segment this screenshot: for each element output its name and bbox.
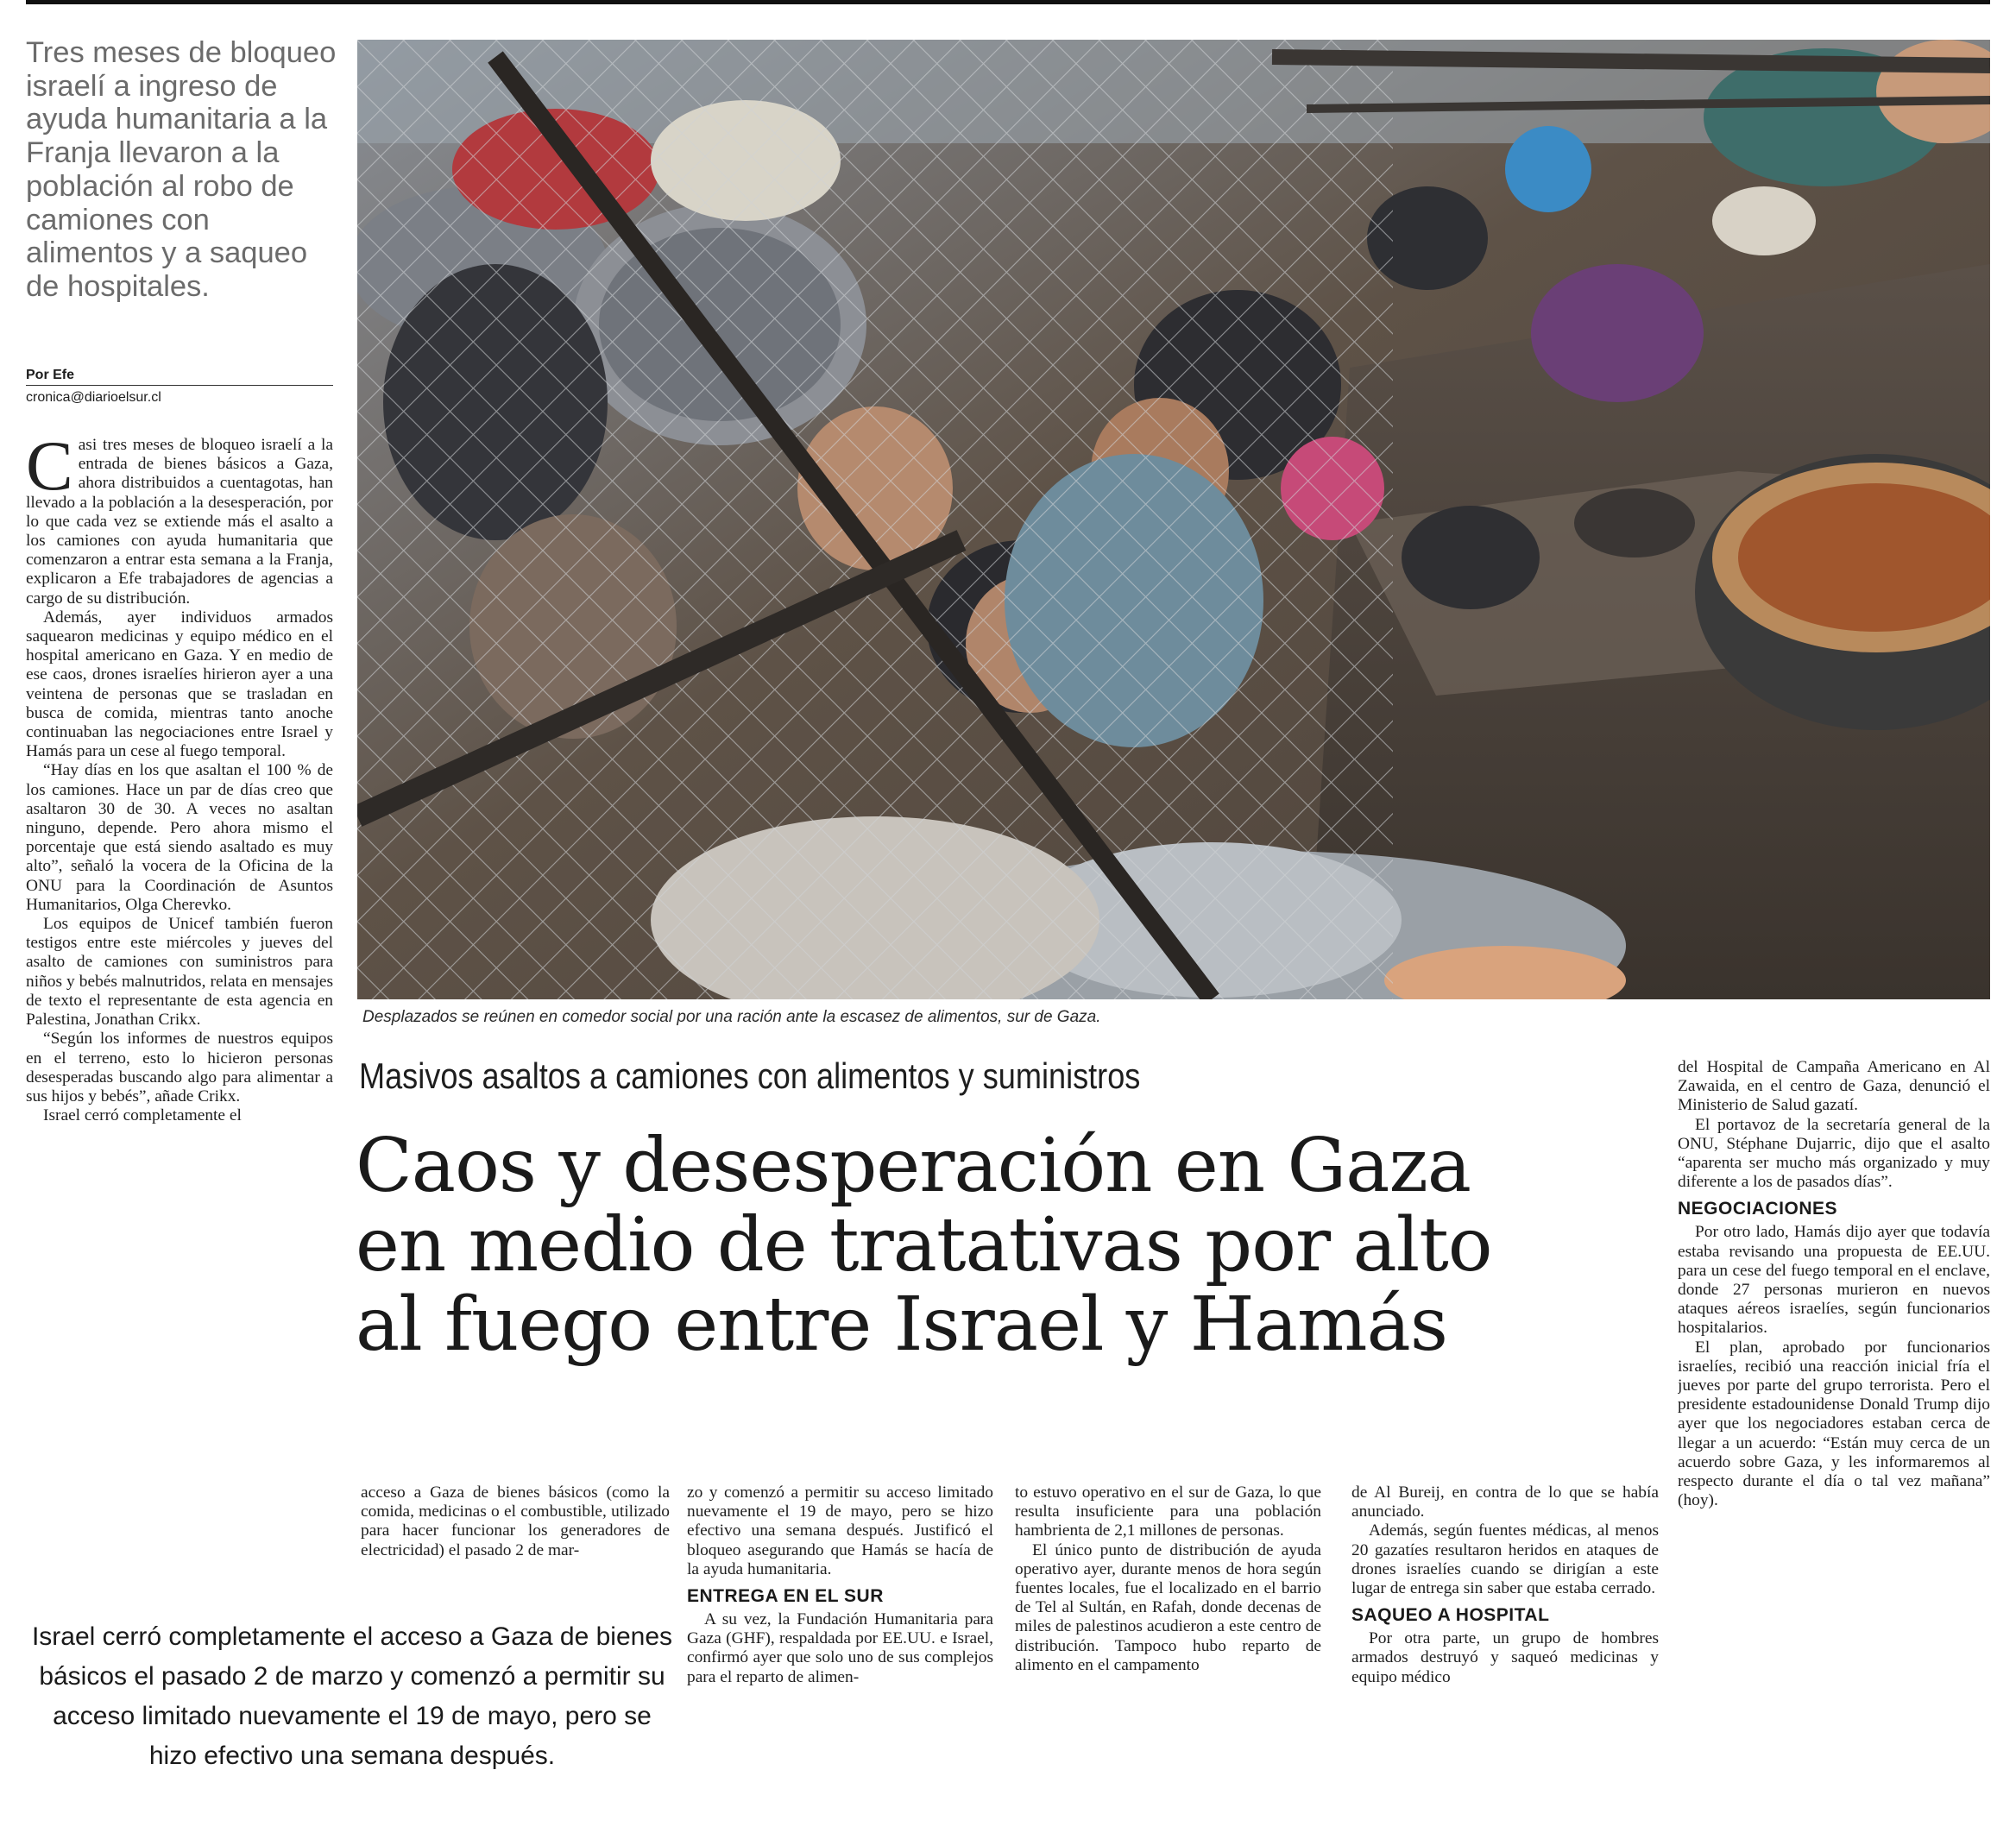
paragraph: acceso a Gaza de bienes básicos (como la comida, medicinas o el combustible, utilizado para hacer funcionar los generadores de electricidad) el pasado 2 de mar- [361, 1483, 670, 1559]
headline-line: al fuego entre Israel y Hamás [356, 1282, 1447, 1368]
article-column-3 [1015, 1483, 1321, 1829]
paragraph: El plan, aprobado por funcionarios israelíes, recibió una reacción inicial fría el jueves por parte del grupo terrorista. Pero el presidente estadounidense Donald Trump dijo ayer que los negociadores estaban cerca de llegar a un acuerdo: “Están muy cerca de un acuerdo sobre Gaza, y les informaremos al respecto durante el día o tal vez mañana” (hoy). [1678, 1338, 1990, 1510]
pull-quote: Israel cerró completamente el acceso a Gaza de bienes básicos el pasado 2 de marzo y comenzó a permitir su acceso limitado nuevamente el 19 de mayo, pero se hizo efectivo una semana después. [31, 1622, 673, 1770]
article-column-2 [687, 1483, 993, 1829]
top-rule [26, 0, 1990, 4]
article-column-5 [1678, 1058, 1990, 1829]
paragraph: Israel cerró completamente el [43, 1106, 242, 1125]
paragraph: Además, según fuentes médicas, al menos 20 gazatíes resultaron heridos en ataques de drones israelíes cuando se dirigían a este lugar de entrega sin saber que estaba cerrado. [1351, 1521, 1659, 1598]
paragraph: de Al Bureij, en contra de lo que se había anunciado. [1351, 1483, 1659, 1521]
byline-email: cronica@diarioelsur.cl [26, 390, 161, 405]
section-subhead: NEGOCIACIONES [1678, 1199, 1838, 1219]
paragraph: El portavoz de la secretaría general de la ONU, Stéphane Dujarric, dijo que el asalto “aparenta ser mucho más organizado y muy diferente a los de pasados días”. [1678, 1115, 1990, 1192]
section-subhead: ENTREGA EN EL SUR [687, 1586, 884, 1607]
paragraph: Por otro lado, Hamás dijo ayer que todavía estaba revisando una propuesta de EE.UU. para un cese del fuego temporal en el enclave, donde 27 personas murieron en nuevos ataques aéreos israelíes, según funcionarios hospitalarios. [1678, 1223, 1990, 1338]
paragraph: “Hay días en los que asaltan el 100 % de los camiones. Hace un par de días creo que asaltaron 30 de 30. A veces no asaltan ninguno, depende. Pero ahora mismo el porcentaje que está siendo asaltado es muy alto”, señaló la vocera de la Oficina de la ONU para la Coordinación de Asuntos Humanitarios, Olga Cherevko. [26, 761, 333, 914]
paragraph: Además, ayer individuos armados saquearon medicinas y equipo médico en el hospital americano en Gaza. Y en medio de ese caos, drones israelíes hirieron ayer a una veintena de personas que se trasladan en busca de comida, mientras tanto anoche continuaban las negociaciones entre Israel y Hamás para un cese al fuego temporal. [26, 608, 333, 761]
paragraph: zo y comenzó a permitir su acceso limitado nuevamente el 19 de mayo, pero se hizo efectivo una semana después. Justificó el bloqueo asegurando que Hamás se hacía de la ayuda humanitaria. [687, 1483, 993, 1578]
byline-author: Por Efe [26, 366, 333, 386]
paragraph: “Según los informes de nuestros equipos en el terreno, esto lo hicieron personas desesperadas buscando algo para alimentar a sus hijos y bebés”, añade Crikx. [26, 1030, 333, 1105]
section-subhead: SAQUEO A HOSPITAL [1351, 1605, 1550, 1626]
drop-cap: C [26, 436, 73, 505]
headline-line: en medio de tratativas por alto [356, 1202, 1492, 1288]
headline-line: Caos y desesperación en Gaza [356, 1123, 1471, 1209]
article-column-4 [1351, 1483, 1659, 1829]
headline [356, 1123, 1676, 1368]
paragraph: to estuvo operativo en el sur de Gaza, lo que resulta insuficiente para una población hambrienta de 2,1 millones de personas. [1015, 1483, 1321, 1540]
news-photo [357, 40, 1990, 999]
paragraph: asi tres meses de bloqueo israelí a la entrada de bienes básicos a Gaza, ahora distribuidos a cuentagotas, han llevado a la población a la desesperación, por lo que cada vez se extiende más el asalto a los camiones con ayuda humanitaria que comenzaron a entrar esta semana a la Franja, explicaron a Efe trabajadores de agencias a cargo de su distribución. [26, 436, 333, 608]
left-column [26, 436, 333, 1618]
paragraph: Por otra parte, un grupo de hombres armados destruyó y saqueó medicinas y equipo médico [1351, 1629, 1659, 1686]
paragraph: El único punto de distribución de ayuda operativo ayer, durante menos de hora según fuentes locales, fue el localizado en el barrio de Tel al Sultán, en Rafah, donde decenas de miles de palestinos acudieron a este centro de distribución. Tampoco hubo reparto de alimento en el campamento [1015, 1540, 1321, 1674]
kicker: Masivos asaltos a camiones con alimentos y suministros [359, 1055, 1141, 1096]
paragraph: del Hospital de Campaña Americano en Al Zawaida, en el centro de Gaza, denunció el Ministerio de Salud gazatí. [1678, 1058, 1990, 1115]
paragraph: Los equipos de Unicef también fueron testigos entre este miércoles y jueves del asalto de camiones con suministros para niños y bebés malnutridos, relata en mensajes de texto el representante de esta agencia en Palestina, Jonathan Crikx. [26, 915, 333, 1030]
lead-summary: Tres meses de bloqueo israelí a ingreso de ayuda humanitaria a la Franja llevaron a la población al robo de camiones con alimentos y a saqueo de hospitales. [26, 36, 337, 303]
photo-caption: Desplazados se reúnen en comedor social por una ración ante la escasez de alimentos, sur de Gaza. [362, 1008, 1101, 1026]
paragraph: A su vez, la Fundación Humanitaria para Gaza (GHF), respaldada por EE.UU. e Israel, confirmó ayer que solo uno de sus complejos para el reparto de alimen- [687, 1610, 993, 1686]
